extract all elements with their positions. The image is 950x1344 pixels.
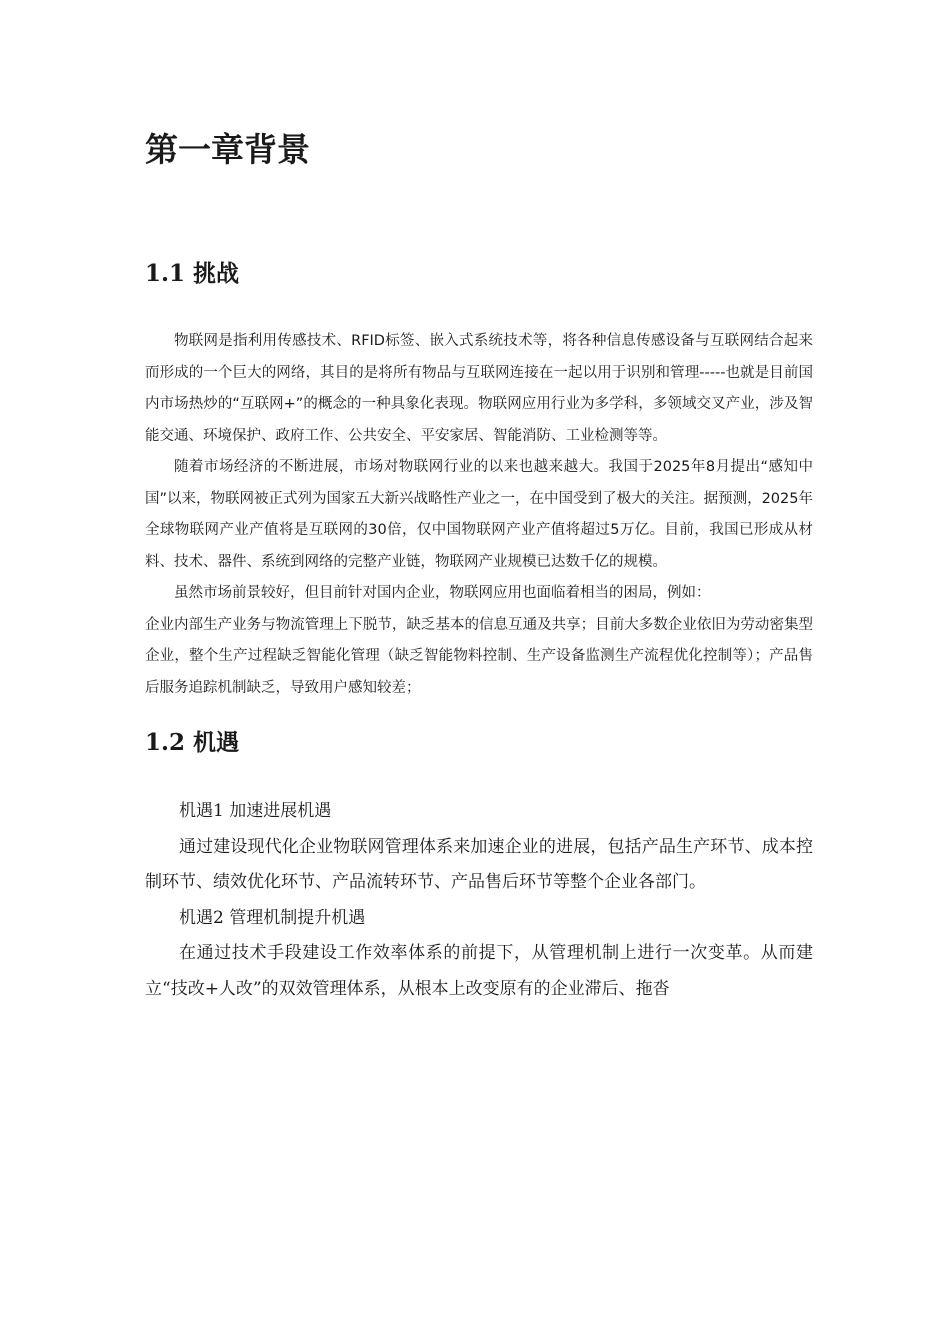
paragraph-market-growth: 随着市场经济的不断进展，市场对物联网行业的以来也越来越大。我国于2025年8月提出“感知中国”以来，物联网被正式列为国家五大新兴战略性产业之一，在中国受到了极大的关注。据预测，2025年全球物联网产业产值将是互联网的30倍，仅中国物联网产业产值将超过5万亿。目前，我国已形成从材料、技术、器件、系统到网络的完整产业链，物联网产业规模已达数千亿的规模。 bbox=[145, 459, 813, 570]
paragraph-difficulties-list: 企业内部生产业务与物流管理上下脱节，缺乏基本的信息互通及共享；目前大多数企业依旧为劳动密集型企业，整个生产过程缺乏智能化管理（缺乏智能物料控制、生产设备监测生产流程优化控制等）；产品售后服务追踪机制缺乏，导致用户感知较差； bbox=[145, 616, 813, 696]
opportunity-2-text: 在通过技术手段建设工作效率体系的前提下，从管理机制上进行一次变革。从而建立“技改+人改”的双效管理体系，从根本上改变原有的企业滞后、拖沓 bbox=[145, 943, 813, 999]
section-body-opportunities bbox=[145, 794, 813, 1007]
chapter-title: 第一章背景 bbox=[145, 130, 310, 169]
document-content bbox=[145, 128, 813, 1007]
paragraph-iot-definition: 物联网是指利用传感技术、RFID标签、嵌入式系统技术等，将各种信息传感设备与互联网结合起来而形成的一个巨大的网络，其目的是将所有物品与互联网连接在一起以用于识别和管理-----也就是目前国内市场热炒的“互联网+”的概念的一种具象化表现。物联网应用行业为多学科，多领域交叉产业，涉及智能交通、环境保护、政府工作、公共安全、平安家居、智能消防、工业检测等等。 bbox=[145, 333, 813, 444]
opportunity-2-heading: 机遇2 管理机制提升机遇 bbox=[179, 907, 366, 928]
opportunity-1-heading: 机遇1 加速进展机遇 bbox=[179, 801, 332, 821]
paragraph-difficulties-intro: 虽然市场前景较好，但目前针对国内企业，物联网应用也面临着相当的困局，例如： bbox=[174, 585, 711, 601]
section-body-challenges bbox=[145, 326, 813, 704]
section-title-opportunities: 1.2 机遇 bbox=[145, 729, 240, 756]
opportunity-1-text: 通过建设现代化企业物联网管理体系来加速企业的进展，包括产品生产环节、成本控制环节、绩效优化环节、产品流转环节、产品售后环节等整个企业各部门。 bbox=[145, 836, 813, 892]
section-title-challenges: 1.1 挑战 bbox=[145, 260, 240, 287]
